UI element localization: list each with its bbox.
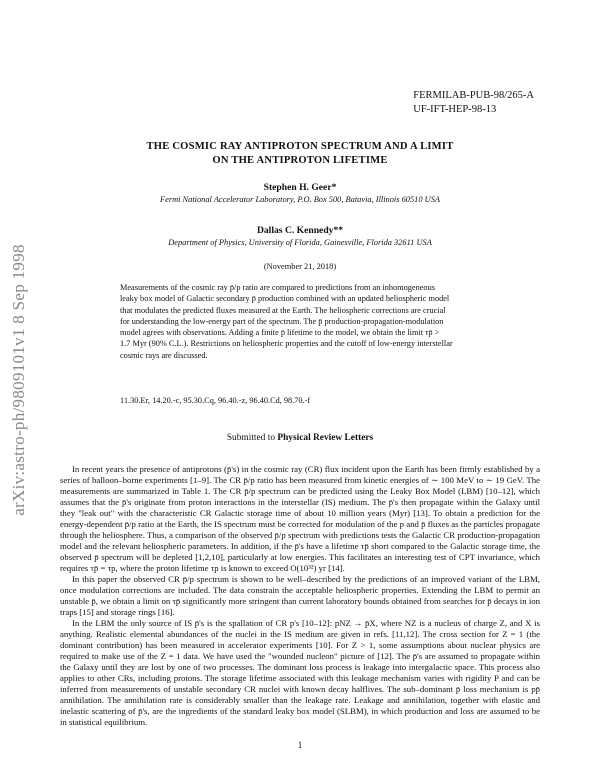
- body-line: In this paper the observed CR p̄/p spectrum is shown to be well–described by the predictions of an improved variant: [72, 574, 493, 584]
- submission-prefix: Submitted to: [226, 433, 278, 443]
- body-line: annihilation, together with elastic and inelastic scattering of p̄'s, are the ingredients of the standard leaky box model: [60, 695, 540, 716]
- body-line: ratio at the Earth, the IS spectrum must be corrected for modulation of the p and p̄ fluxes as the particles propagate: [138, 519, 541, 529]
- abstract-line: cosmic rays are discussed.: [120, 350, 208, 360]
- title-line: ON THE ANTIPROTON LIFETIME: [212, 155, 388, 166]
- report-number: FERMILAB-PUB-98/265-A: [413, 90, 534, 101]
- body-paragraph: [60, 618, 540, 728]
- page-number: 1: [297, 740, 303, 750]
- abstract-line: 1.7 Myr (90% C.L.). Restrictions on heliospheric properties and the cutoff of low-energy interstellar: [120, 339, 453, 349]
- body-line: In the LBM the only source of IS p̄'s is the spallation of CR p's [10–12]: pNZ → p̄X, where NZ is a nucleus of: [72, 618, 471, 628]
- author-name: Stephen H. Geer*: [263, 182, 337, 193]
- body-line: of the LBM, once modulation corrections are included. The data constrain the acceptable heliospheric properties.: [60, 574, 540, 595]
- body-line: "wounded nucleon" picture of [12]. The p̄'s are assumed to propagate within the Galaxy until they are lost by one: [60, 651, 541, 672]
- body-line: This facilitates an interesting test of CPT invariance, which requires τp̄ = τp, where the proton lifetime τp is known: [60, 552, 541, 573]
- body-line: predicted using the Leaky Box Model (LBM) [10–12], which assumes that the p̄'s originate from proton interactions in: [60, 486, 541, 507]
- abstract: [120, 282, 482, 361]
- body-line: production-propagation model and the relevant heliospheric parameters. In addition, if the p̄'s have a lifetime τp̄ short: [60, 530, 540, 551]
- author-affiliation: Fermi National Accelerator Laboratory, P.O. Box 500, Batavia, Illinois 60510 USA: [160, 195, 440, 204]
- body-paragraph: [60, 574, 540, 618]
- body-line: (SLBM), in which production and loss are assumed to be in statistical equilibrium.: [60, 706, 541, 727]
- body-line: of two processes. The dominant loss process is leakage into intergalactic space. This process also applies to other: [60, 662, 540, 683]
- body-line: charge Z, and X is anything. Realistic elemental abundances of the nuclei in the IS medium are given in refs. [11,12].: [60, 618, 540, 639]
- arxiv-identifier: arXiv:astro-ph/9809101v1 8 Sep 1998: [9, 244, 28, 516]
- abstract-line: that modulates the predicted fluxes measured at the Earth. The heliospheric corrections are crucial: [120, 305, 446, 315]
- body-line: through the heliosphere. Thus, a comparison of the observed p̄/p spectrum with predictions tests the Galactic CR: [60, 530, 456, 540]
- author-affiliation: Department of Physics, University of Florida, Gainesville, Florida 32611 USA: [168, 238, 432, 247]
- body-line: The cross section for Z = 1 (the dominant contribution) has been measured in accelerator experiments [10]. For: [60, 629, 541, 650]
- body-line: loss mechanism is pp̄ annihilation. The annihilation rate is considerably smaller than the leakage rate. Leakage and: [60, 684, 541, 705]
- body-text: [60, 464, 540, 728]
- author-name: Dallas C. Kennedy**: [256, 225, 344, 236]
- submission-note: [60, 433, 540, 443]
- author-block: [60, 225, 540, 249]
- journal-name: Physical Review Letters: [277, 433, 374, 443]
- body-line: laboratory bounds obtained from searches for p̄ decays in ion traps [15] and storage rings [16].: [60, 596, 540, 617]
- abstract-line: Measurements of the cosmic ray p̄/p ratio are compared to predictions from an inhomogeneous: [120, 283, 435, 292]
- body-line: be inferred from measurements of unstable secondary CR nuclei with known decay halflives. The sub–dominant p̄: [60, 673, 540, 694]
- pacs-codes: 11.30.Er, 14.20.-c, 95.30.Cq, 96.40.-z, 96.40.Cd, 98.70.-f: [120, 396, 311, 405]
- body-line: compared to the Galactic storage time, the observed p̄ spectrum will be depleted [1,2,10], particularly at low energies.: [60, 541, 540, 562]
- title-line: THE COSMIC RAY ANTIPROTON SPECTRUM AND A LIMIT: [146, 141, 454, 152]
- report-number: UF-IFT-HEP-98-13: [413, 104, 497, 115]
- body-line: energies of ∼ 100 MeV to ∼ 19 GeV. The measurements are summarized in Table 1. The CR p̄/p spectrum can be: [60, 475, 540, 496]
- body-paragraph: [60, 464, 540, 574]
- abstract-line: for understanding the low-energy part of the spectrum. The p̄ production-propagation-modulation: [120, 316, 444, 326]
- body-line: the interstellar (IS) medium. The p̄'s then propagate within the Galaxy until they "leak out" with the characteristic: [60, 497, 540, 518]
- arxiv-side-stamp: [8, 170, 30, 590]
- body-line: Extending the LBM to permit an unstable p̄, we obtain a limit on τp̄ significantly more stringent than current: [60, 585, 540, 606]
- body-line: CRs, including protons. The storage lifetime associated with this leakage mechanism varies with rigidity P and can: [117, 673, 529, 683]
- paper-title: [60, 140, 540, 168]
- report-numbers: [413, 89, 534, 117]
- body-line: Z > 1, some assumptions about nuclear physics are required to make use of the Z = 1 data. We have used the: [60, 640, 540, 661]
- abstract-line: leaky box model of Galactic secondary p̄ production combined with an updated heliospheric model: [120, 294, 450, 304]
- body-line: CR Galactic storage time of about 10 million years (Myr) [13]. To obtain a prediction for the energy-dependent p̄/p: [60, 508, 541, 529]
- author-block: [60, 182, 540, 206]
- body-line: to exceed O(10³²) yr [14].: [254, 563, 345, 573]
- paper-date: (November 21, 2018): [263, 262, 337, 271]
- body-line: firmly established by a series of balloon–borne experiments [1–9]. The CR p̄/p ratio has been measured from kinetic: [60, 464, 541, 485]
- abstract-line: model agrees with observations. Adding a finite p̄ lifetime to the model, we obtain the limit τp̄ >: [120, 328, 440, 338]
- body-line: In recent years the presence of antiprotons (p̄'s) in the cosmic ray (CR) flux incident upon the Earth has been: [72, 464, 457, 474]
